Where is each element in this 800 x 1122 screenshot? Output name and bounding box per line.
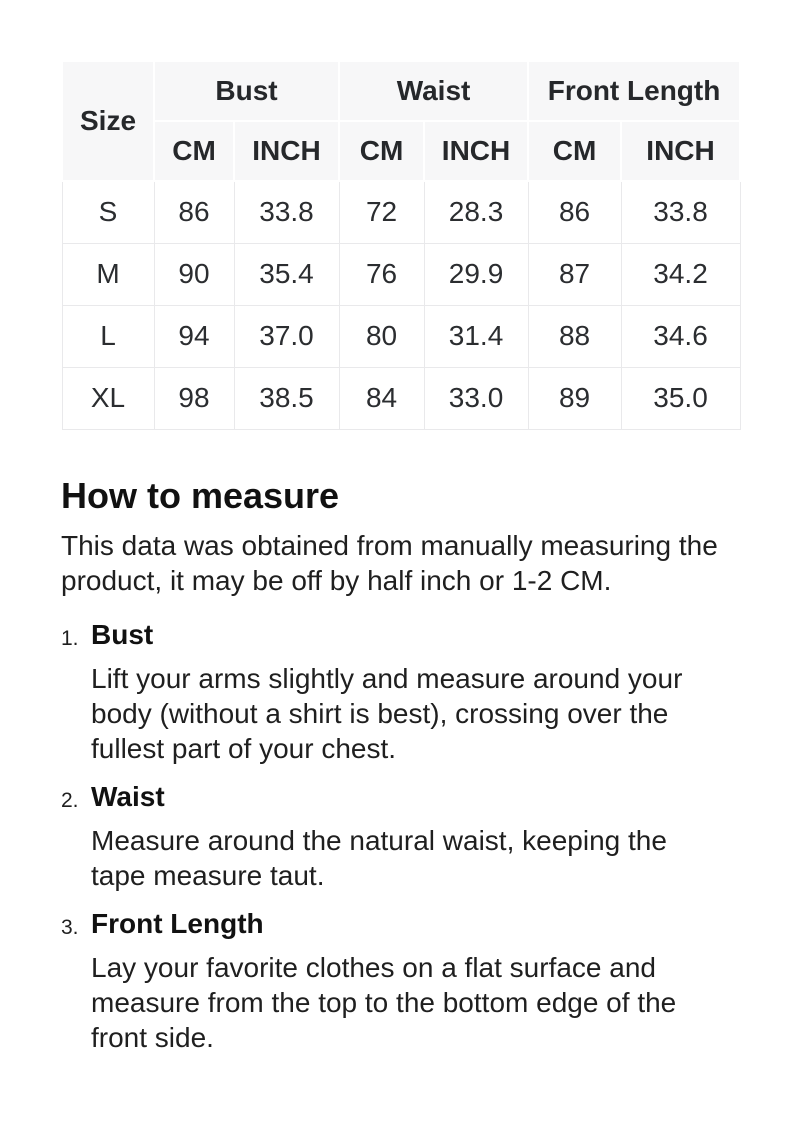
waist-inch-cell: 33.0 <box>424 367 528 429</box>
bust-inch-cell: 35.4 <box>234 243 339 305</box>
front-inch-cell: 34.6 <box>621 305 740 367</box>
table-row-s <box>62 181 740 243</box>
size-cell: L <box>62 305 154 367</box>
size-cell: XL <box>62 367 154 429</box>
front-cm-cell: 89 <box>528 367 621 429</box>
table-row-xl <box>62 367 740 429</box>
size-cell: S <box>62 181 154 243</box>
bust-cm-cell: 86 <box>154 181 234 243</box>
measure-steps-list <box>61 617 741 1055</box>
step-body <box>91 779 741 893</box>
waist-group-header: Waist <box>339 61 528 121</box>
size-chart-header <box>62 61 740 181</box>
bust-group-header: Bust <box>154 61 339 121</box>
bust-cm-cell: 94 <box>154 305 234 367</box>
measure-disclaimer-text: This data was obtained from manually measuring the product, it may be off by half inch or 1-2 CM. <box>61 529 718 596</box>
step-number: 1. <box>61 626 79 650</box>
bust-inch-cell: 37.0 <box>234 305 339 367</box>
step-term: Bust <box>91 618 154 650</box>
step-description: Measure around the natural waist, keeping the tape measure taut. <box>91 824 667 891</box>
step-description: Lift your arms slightly and measure around your body (without a shirt is best), crossing over the fullest part of your chest. <box>91 662 683 764</box>
waist-inch-cell: 28.3 <box>424 181 528 243</box>
front-inch-cell: 34.2 <box>621 243 740 305</box>
front-inch-cell: 35.0 <box>621 367 740 429</box>
measure-step-bust <box>61 617 741 766</box>
waist-cm-cell: 80 <box>339 305 424 367</box>
front-cm-cell: 87 <box>528 243 621 305</box>
waist-inch-cell: 29.9 <box>424 243 528 305</box>
table-row-m <box>62 243 740 305</box>
waist-cm-cell: 84 <box>339 367 424 429</box>
step-term: Front Length <box>91 907 264 939</box>
waist-cm-header: CM <box>339 121 424 181</box>
waist-cm-cell: 72 <box>339 181 424 243</box>
front-cm-header: CM <box>528 121 621 181</box>
bust-cm-cell: 90 <box>154 243 234 305</box>
size-column-header: Size <box>62 61 154 181</box>
step-body <box>91 617 741 766</box>
bust-inch-cell: 38.5 <box>234 367 339 429</box>
waist-inch-cell: 31.4 <box>424 305 528 367</box>
measure-step-waist <box>61 779 741 893</box>
size-cell: M <box>62 243 154 305</box>
table-row-l <box>62 305 740 367</box>
front-inch-header: INCH <box>621 121 740 181</box>
front-cm-cell: 86 <box>528 181 621 243</box>
how-to-measure-heading: How to measure <box>61 474 340 516</box>
bust-cm-header: CM <box>154 121 234 181</box>
bust-cm-cell: 98 <box>154 367 234 429</box>
waist-inch-header: INCH <box>424 121 528 181</box>
front-cm-cell: 88 <box>528 305 621 367</box>
step-term: Waist <box>91 780 165 812</box>
step-number: 2. <box>61 788 79 812</box>
measure-step-front-length <box>61 906 741 1055</box>
step-number: 3. <box>61 915 79 939</box>
waist-cm-cell: 76 <box>339 243 424 305</box>
front-inch-cell: 33.8 <box>621 181 740 243</box>
step-body <box>91 906 741 1055</box>
bust-inch-cell: 33.8 <box>234 181 339 243</box>
step-description: Lay your favorite clothes on a flat surface and measure from the top to the bottom edge of the front side. <box>91 951 677 1053</box>
size-chart-table <box>61 60 741 430</box>
bust-inch-header: INCH <box>234 121 339 181</box>
front-length-group-header: Front Length <box>528 61 740 121</box>
size-chart-body <box>62 181 740 429</box>
